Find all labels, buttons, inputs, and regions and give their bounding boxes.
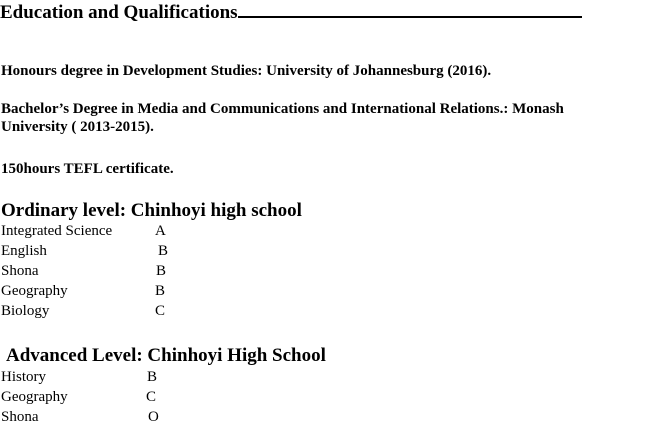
subject-name: Geography [1, 389, 68, 405]
list-item [1, 281, 201, 301]
list-item [1, 301, 201, 321]
subject-grade: A [155, 223, 166, 239]
section-heading [0, 0, 582, 24]
list-item [1, 261, 201, 281]
list-item [1, 387, 201, 407]
subject-grade: O [148, 409, 159, 425]
subject-grade: B [158, 243, 169, 259]
qualification-bachelors-line2: University ( 2013-2015). [1, 119, 154, 135]
subject-grade: B [156, 263, 167, 279]
heading-underline-rule [238, 0, 582, 18]
list-item [1, 241, 201, 261]
advanced-subject-list [1, 367, 201, 427]
subject-grade: B [155, 283, 166, 299]
subject-name: History [1, 369, 46, 385]
list-item [1, 221, 201, 241]
list-item [1, 367, 201, 387]
advanced-level-title: Advanced Level: Chinhoyi High School [6, 345, 326, 366]
ordinary-level-title: Ordinary level: Chinhoyi high school [1, 200, 302, 221]
subject-grade: C [146, 389, 157, 405]
subject-name: Shona [1, 409, 39, 425]
subject-name: Biology [1, 303, 50, 319]
subject-name: Geography [1, 283, 68, 299]
qualification-tefl: 150hours TEFL certificate. [1, 161, 174, 177]
qualification-bachelors [1, 100, 649, 136]
ordinary-subject-list [1, 221, 201, 321]
subject-grade: C [155, 303, 166, 319]
subject-name: Shona [1, 263, 39, 279]
section-heading-text: Education and Qualifications [0, 2, 238, 23]
subject-name: Integrated Science [1, 223, 113, 239]
qualification-honours: Honours degree in Development Studies: University of Johannesburg (2016). [1, 63, 492, 79]
qualification-bachelors-line1: Bachelor’s Degree in Media and Communications and International Relations.: Monash [1, 101, 564, 117]
subject-grade: B [147, 369, 158, 385]
list-item [1, 407, 201, 427]
subject-name: English [1, 243, 47, 259]
